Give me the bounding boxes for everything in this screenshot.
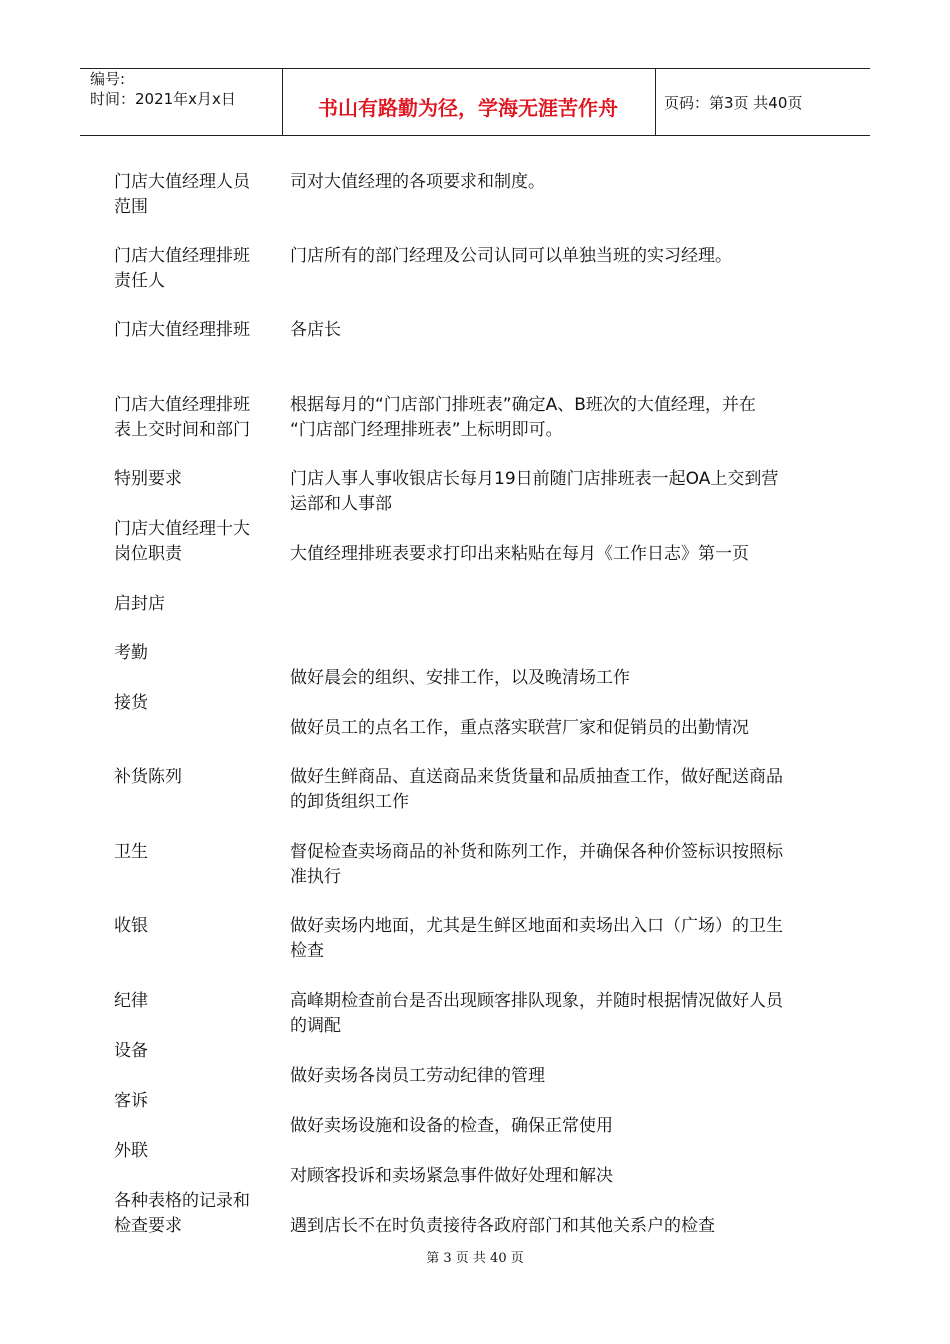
header-motto: 书山有路勤为径，学海无涯苦作舟 bbox=[318, 96, 618, 120]
label-complaint: 客诉 bbox=[114, 1091, 148, 1111]
text-store-manager: 各店长 bbox=[290, 320, 341, 340]
text-morning-meeting: 做好晨会的组织、安排工作，以及晚清场工作 bbox=[290, 668, 630, 688]
header-bottom-rule bbox=[80, 135, 870, 136]
text-floor-hygiene: 做好卖场内地面，尤其是生鲜区地面和卖场出入口（广场）的卫生 检查 bbox=[290, 916, 783, 961]
label-duties: 门店大值经理十大 岗位职责 bbox=[114, 519, 250, 564]
label-special: 特别要求 bbox=[114, 469, 182, 489]
label-hygiene: 卫生 bbox=[114, 842, 148, 862]
text-discipline: 做好卖场各岗员工劳动纪律的管理 bbox=[290, 1066, 545, 1086]
label-external: 外联 bbox=[114, 1141, 148, 1161]
text-external: 遇到店长不在时负责接待各政府部门和其他关系户的检查 bbox=[290, 1216, 715, 1236]
label-scheduling: 门店大值经理排班 bbox=[114, 320, 250, 340]
page-footer: 第 3 页 共 40 页 bbox=[426, 1251, 524, 1266]
label-cashier: 收银 bbox=[114, 916, 148, 936]
label-replenish: 补货陈列 bbox=[114, 767, 182, 787]
label-equipment: 设备 bbox=[114, 1041, 148, 1061]
text-equipment: 做好卖场设施和设备的检查，确保正常使用 bbox=[290, 1116, 613, 1136]
label-scope: 门店大值经理人员 范围 bbox=[114, 172, 250, 217]
text-submit-deadline: 门店人事人事收银店长每月19日前随门店排班表一起OA上交到营 运部和人事部 bbox=[290, 469, 779, 514]
text-print-log: 大值经理排班表要求打印出来粘贴在每月《工作日志》第一页 bbox=[290, 544, 749, 564]
text-requirements: 司对大值经理的各项要求和制度。 bbox=[290, 172, 545, 192]
text-fresh-check: 做好生鲜商品、直送商品来货货量和品质抽查工作，做好配送商品 的卸货组织工作 bbox=[290, 767, 783, 812]
text-managers: 门店所有的部门经理及公司认同可以单独当班的实习经理。 bbox=[290, 246, 732, 266]
text-complaints: 对顾客投诉和卖场紧急事件做好处理和解决 bbox=[290, 1166, 613, 1186]
text-roll-call: 做好员工的点名工作，重点落实联营厂家和促销员的出勤情况 bbox=[290, 718, 749, 738]
label-opening: 启封店 bbox=[114, 594, 165, 614]
header-divider-right bbox=[655, 68, 656, 136]
text-queue-check: 高峰期检查前台是否出现顾客排队现象，并随时根据情况做好人员 的调配 bbox=[290, 991, 783, 1036]
header-serial-label: 编号: bbox=[90, 70, 126, 88]
label-attendance: 考勤 bbox=[114, 643, 148, 663]
header-top-rule bbox=[80, 68, 870, 69]
header-page-label: 页码：第3页 共40页 bbox=[664, 94, 803, 112]
text-schedule-table: 根据每月的“门店部门排班表”确定A、B班次的大值经理，并在 “门店部门经理排班表”上标明即可。 bbox=[290, 395, 756, 440]
label-submission: 门店大值经理排班 表上交时间和部门 bbox=[114, 395, 250, 440]
label-forms: 各种表格的记录和 检查要求 bbox=[114, 1191, 250, 1236]
label-receiving: 接货 bbox=[114, 693, 148, 713]
header-time-label: 时间：2021年x月x日 bbox=[90, 90, 236, 108]
label-responsible: 门店大值经理排班 责任人 bbox=[114, 246, 250, 291]
text-replenish-check: 督促检查卖场商品的补货和陈列工作，并确保各种价签标识按照标 准执行 bbox=[290, 842, 783, 887]
label-discipline: 纪律 bbox=[114, 991, 148, 1011]
